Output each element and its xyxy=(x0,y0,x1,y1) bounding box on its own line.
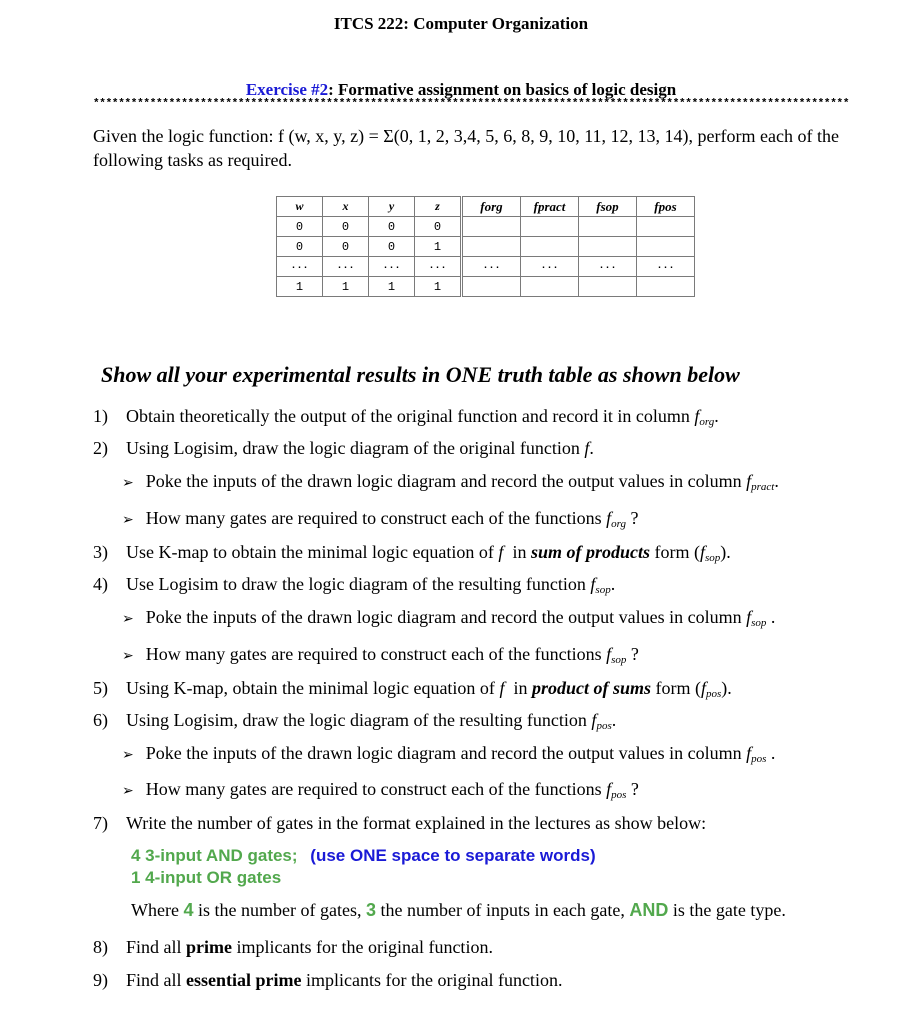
cell: ... xyxy=(637,257,695,277)
cell: ... xyxy=(323,257,369,277)
task-number: 1) xyxy=(93,406,108,426)
task-7 xyxy=(93,812,706,834)
cell: 0 xyxy=(277,237,323,257)
task-5: 5) Using K-map, obtain the minimal logic equation of f in product of sums form $(f_{pos})$. xyxy=(93,678,732,700)
arrow-bullet-icon: ➢ xyxy=(122,747,134,763)
subscript: sop xyxy=(611,654,627,666)
cell: ... xyxy=(369,257,415,277)
task-text: How many gates are required to construct each of the functions xyxy=(145,779,607,799)
task-7-explanation xyxy=(131,899,786,921)
f-symbol: f xyxy=(499,678,505,698)
task-number: 4) xyxy=(93,574,108,594)
emphasis: product of sums xyxy=(531,678,651,698)
f-symbol: f xyxy=(746,471,752,491)
cell: 1 xyxy=(369,277,415,297)
f-symbol: f xyxy=(498,542,504,562)
header-forg: forg xyxy=(462,197,521,217)
task-4b xyxy=(122,643,639,671)
f-symbol: f xyxy=(700,678,706,698)
task-2b xyxy=(122,507,638,535)
cell xyxy=(637,217,695,237)
task-text: Using Logisim, draw the logic diagram of the original function xyxy=(126,438,585,458)
task-3: 3) Use K-map to obtain the minimal logic equation of f in sum of products form $(f_{sop})$. xyxy=(93,542,731,564)
subscript: pos xyxy=(611,789,627,801)
arrow-bullet-icon: ➢ xyxy=(122,648,134,664)
cell: 0 xyxy=(415,217,462,237)
task-text: How many gates are required to construct each of the functions xyxy=(145,508,607,528)
task-number: 5) xyxy=(93,678,108,698)
task-text: Use Logisim to draw the logic diagram of the resulting function xyxy=(126,574,591,594)
subscript: sop xyxy=(704,552,721,564)
cell: 1 xyxy=(323,277,369,297)
subscript: sop xyxy=(595,584,611,596)
punct: ? xyxy=(625,508,639,528)
highlight: AND xyxy=(629,900,669,920)
section-heading: Show all your experimental results in ONE truth table as shown below xyxy=(101,362,740,387)
text: is the number of gates, xyxy=(193,900,366,920)
format-example: 1 4-input OR gates xyxy=(131,868,282,887)
table-row xyxy=(277,237,695,257)
subscript: pos xyxy=(596,720,612,732)
cell: ... xyxy=(521,257,579,277)
given-statement: Given the logic function: f (w, x, y, z) = Σ(0, 1, 2, 3,4, 5, 6, 8, 9, 10, 11, 12, 13, 14), perform each of the following tasks as required. xyxy=(93,126,839,170)
table-row xyxy=(277,277,695,297)
cell xyxy=(637,277,695,297)
f-symbol: f xyxy=(606,508,612,528)
course-title: ITCS 222: Computer Organization xyxy=(333,14,589,33)
punct: . xyxy=(770,743,776,763)
text: Where xyxy=(131,900,184,920)
task-text: Find all xyxy=(126,970,187,990)
task-9 xyxy=(93,969,562,991)
subscript: sop xyxy=(751,617,767,629)
table-header-row xyxy=(277,197,695,217)
task-7-example-2 xyxy=(131,867,281,889)
cell xyxy=(637,237,695,257)
task-number: 8) xyxy=(93,937,108,957)
cell: ... xyxy=(415,257,462,277)
cell: ... xyxy=(277,257,323,277)
task-6a xyxy=(122,742,775,770)
punct: . xyxy=(610,574,616,594)
cell: 0 xyxy=(369,217,415,237)
arrow-bullet-icon: ➢ xyxy=(122,783,134,799)
format-example: 4 3-input AND gates; xyxy=(131,846,298,865)
task-text: Write the number of gates in the format explained in the lectures as show below: xyxy=(126,813,707,833)
punct: ). xyxy=(720,542,731,562)
punct: . xyxy=(611,710,617,730)
task-4 xyxy=(93,573,615,601)
task-text: form ( xyxy=(649,542,700,562)
header-y: y xyxy=(369,197,415,217)
task-2a xyxy=(122,470,779,498)
format-note: (use ONE space to separate words) xyxy=(310,846,596,865)
cell xyxy=(579,237,637,257)
f-symbol: f xyxy=(746,607,752,627)
task-number: 9) xyxy=(93,970,108,990)
header-fpract: fpract xyxy=(521,197,579,217)
task-number: 2) xyxy=(93,438,108,458)
text: is the gate type. xyxy=(668,900,786,920)
punct: . xyxy=(774,471,779,491)
task-text: Use K-map to obtain the minimal logic equation of xyxy=(126,542,499,562)
task-text: Poke the inputs of the drawn logic diagram and record the output values in column xyxy=(145,743,747,763)
exercise-subtitle: : Formative assignment on basics of logic design xyxy=(328,80,677,99)
arrow-bullet-icon: ➢ xyxy=(122,475,134,491)
emphasis: essential prime xyxy=(186,970,302,990)
header-w: w xyxy=(277,197,323,217)
f-symbol: f xyxy=(584,438,590,458)
f-symbol: f xyxy=(694,406,700,426)
task-6b xyxy=(122,778,639,806)
cell: 0 xyxy=(277,217,323,237)
highlight: 3 xyxy=(365,900,376,920)
cell xyxy=(521,237,579,257)
task-1 xyxy=(93,405,719,433)
table-row xyxy=(277,217,695,237)
task-4a xyxy=(122,606,775,634)
task-text: Find all xyxy=(126,937,187,957)
task-text: form ( xyxy=(651,678,701,698)
cell xyxy=(462,217,521,237)
cell: ... xyxy=(462,257,521,277)
task-7-example-1 xyxy=(131,845,596,867)
task-text: Using Logisim, draw the logic diagram of the resulting function xyxy=(126,710,592,730)
cell: 1 xyxy=(415,277,462,297)
truth-table xyxy=(276,196,695,297)
task-8 xyxy=(93,936,493,958)
cell xyxy=(462,277,521,297)
cell xyxy=(579,217,637,237)
punct: ? xyxy=(626,779,639,799)
subscript: org xyxy=(611,518,626,530)
header-fsop: fsop xyxy=(579,197,637,217)
exercise-label: Exercise #2 xyxy=(245,80,329,99)
task-text: How many gates are required to construct each of the functions xyxy=(145,644,607,664)
punct: ). xyxy=(721,678,732,698)
arrow-bullet-icon: ➢ xyxy=(122,512,134,528)
exercise-title xyxy=(0,80,922,100)
punct: . xyxy=(589,438,594,458)
punct: ? xyxy=(626,644,639,664)
task-text: implicants for the original function. xyxy=(301,970,563,990)
table-row xyxy=(277,257,695,277)
star-divider: ************************************************************************************************************************ xyxy=(93,98,850,110)
task-number: 7) xyxy=(93,813,108,833)
punct: . xyxy=(770,607,776,627)
text: the number of inputs in each gate, xyxy=(375,900,630,920)
task-text: Obtain theoretically the output of the original function and record it in column xyxy=(126,406,695,426)
cell: ... xyxy=(579,257,637,277)
f-symbol: f xyxy=(699,542,705,562)
task-text: implicants for the original function. xyxy=(232,937,493,957)
header-fpos: fpos xyxy=(637,197,695,217)
task-number: 3) xyxy=(93,542,108,562)
task-text: Poke the inputs of the drawn logic diagram and record the output values in column xyxy=(145,471,747,491)
header-x: x xyxy=(323,197,369,217)
cell xyxy=(521,217,579,237)
cell: 0 xyxy=(369,237,415,257)
task-text: Using K-map, obtain the minimal logic equation of xyxy=(126,678,500,698)
task-2 xyxy=(93,437,594,459)
f-symbol: f xyxy=(606,779,612,799)
highlight: 4 xyxy=(183,900,194,920)
subscript: pract xyxy=(751,481,775,493)
arrow-bullet-icon: ➢ xyxy=(122,611,134,627)
task-6 xyxy=(93,709,616,737)
header-z: z xyxy=(415,197,462,217)
cell xyxy=(462,237,521,257)
f-symbol: f xyxy=(590,574,596,594)
punct: . xyxy=(714,406,719,426)
f-symbol: f xyxy=(606,644,612,664)
cell: 1 xyxy=(415,237,462,257)
f-symbol: f xyxy=(746,743,752,763)
cell xyxy=(521,277,579,297)
emphasis: sum of products xyxy=(530,542,650,562)
f-symbol: f xyxy=(591,710,597,730)
subscript: org xyxy=(699,416,715,428)
cell: 1 xyxy=(277,277,323,297)
cell xyxy=(579,277,637,297)
task-number: 6) xyxy=(93,710,108,730)
task-text: Poke the inputs of the drawn logic diagram and record the output values in column xyxy=(145,607,747,627)
cell: 0 xyxy=(323,217,369,237)
subscript: pos xyxy=(706,688,722,700)
emphasis: prime xyxy=(186,937,232,957)
subscript: pos xyxy=(751,753,767,765)
cell: 0 xyxy=(323,237,369,257)
